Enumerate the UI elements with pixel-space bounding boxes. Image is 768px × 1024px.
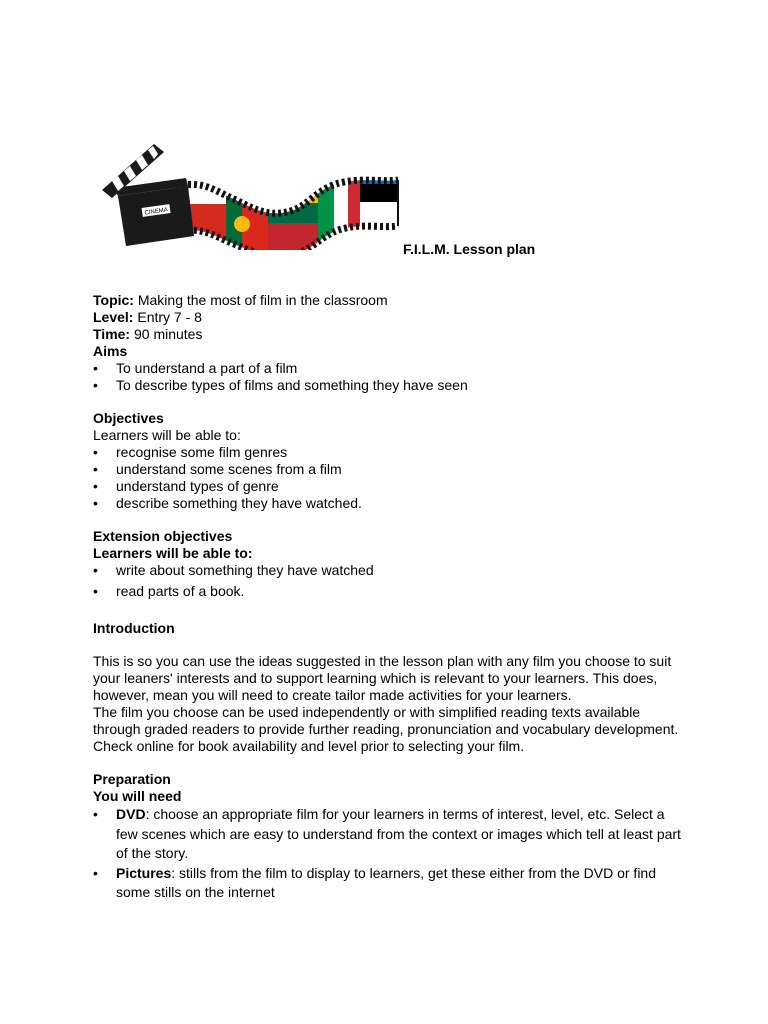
aims-heading: Aims <box>93 343 128 359</box>
extension-list <box>93 562 683 600</box>
introduction-paragraph-2: The film you choose can be used independently or with simplified reading texts available through graded readers to provide further reading, pronunciation and vocabulary development. Check online for book availability and level prior to selecting your film. <box>93 704 679 754</box>
topic-value: Making the most of film in the classroom <box>133 292 388 308</box>
item-text: : choose an appropriate film for your learners in terms of interest, level, etc. Select a few scenes which are easy to understand from the context or images which tell at least part of the story. <box>116 806 681 861</box>
time-value: 90 minutes <box>130 326 203 342</box>
aims-list <box>93 360 683 394</box>
preparation-heading: Preparation <box>93 771 171 787</box>
svg-text:CINEMA: CINEMA <box>144 207 169 217</box>
list-item: • recognise some film genres <box>93 444 683 461</box>
preparation-subheading: You will need <box>93 788 182 804</box>
objectives-intro: Learners will be able to: <box>93 427 241 443</box>
topic-label: Topic: <box>93 292 134 308</box>
clapperboard-icon <box>102 144 194 246</box>
list-item: • write about something they have watched <box>93 562 683 579</box>
list-item: • understand types of genre <box>93 478 683 495</box>
list-item <box>93 864 683 903</box>
level-line <box>93 309 683 326</box>
introduction-paragraph-1: This is so you can use the ideas suggested in the lesson plan with any film you choose to suit your leaners' interests and to support learning which is relevant to your learners. This does, however, mean you will need to create tailor made activities for your learners. <box>93 653 672 703</box>
item-term: Pictures <box>116 864 172 881</box>
objectives-heading: Objectives <box>93 410 164 426</box>
list-item: • read parts of a book. <box>93 583 683 600</box>
preparation-list <box>93 805 683 903</box>
film-logo <box>98 140 400 250</box>
item-term: DVD <box>116 806 146 822</box>
lesson-plan-body <box>93 292 683 903</box>
extension-intro: Learners will be able to: <box>93 545 253 561</box>
film-strip <box>176 160 400 250</box>
list-item <box>93 805 683 864</box>
topic-line <box>93 292 683 309</box>
list-item: • To understand a part of a film <box>93 360 683 377</box>
list-item: • describe something they have watched. <box>93 495 683 512</box>
level-value: Entry 7 - 8 <box>133 309 202 325</box>
time-line <box>93 326 683 343</box>
time-label: Time: <box>93 326 131 342</box>
document-title: F.I.L.M. Lesson plan <box>403 241 536 257</box>
item-text: : stills from the film to display to learners, get these either from the DVD or find some stills on the internet <box>116 864 656 900</box>
introduction-heading: Introduction <box>93 620 175 636</box>
list-item: • understand some scenes from a film <box>93 461 683 478</box>
level-label: Level: <box>93 309 134 325</box>
objectives-list <box>93 444 683 512</box>
extension-heading: Extension objectives <box>93 528 233 544</box>
list-item: • To describe types of films and something they have seen <box>93 377 683 394</box>
